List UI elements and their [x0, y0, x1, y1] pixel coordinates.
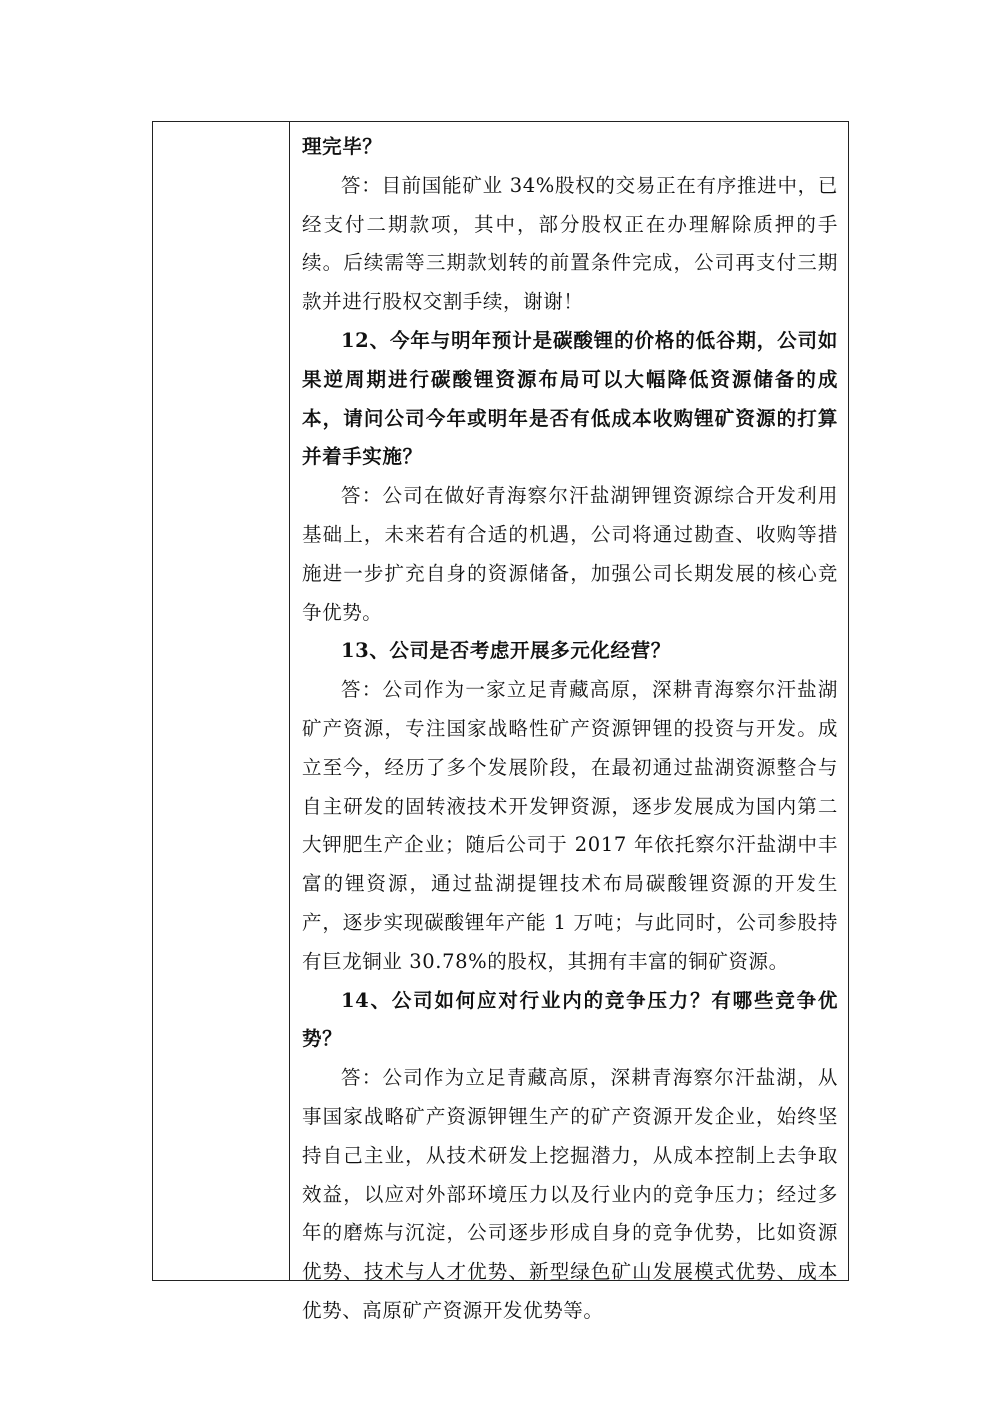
question-14: 14、公司如何应对行业内的竞争压力？有哪些竞争优势？	[302, 988, 838, 1051]
answer-14: 答：公司作为立足青藏高原，深耕青海察尔汗盐湖，从事国家战略矿产资源钾锂生产的矿产资源开发企业，始终坚持自己主业，从技术研发上挖掘潜力，从成本控制上去争取效益，以应对外部环境压力以及行业内的竞争压力；经过多年的磨炼与沉淀，公司逐步形成自身的竞争优势，比如资源优势、技术与人才优势、新型绿色矿山发展模式优势、成本优势、高原矿产资源开发优势等。	[302, 1066, 838, 1322]
question-13: 13、公司是否考虑开展多元化经营？	[341, 639, 671, 663]
answer-11: 答：目前国能矿业 34%股权的交易正在有序推进中，已经支付二期款项，其中，部分股权正在办理解除质押的手续。后续需等三期款划转的前置条件完成，公司再支付三期款并进行股权交割手续，谢谢！	[302, 173, 838, 314]
question-continuation: 理完毕？	[302, 135, 383, 158]
answer-13: 答：公司作为一家立足青藏高原，深耕青海察尔汗盐湖矿产资源，专注国家战略性矿产资源钾锂的投资与开发。成立至今，经历了多个发展阶段，在最初通过盐湖资源整合与自主研发的固转液技术开发钾资源，逐步发展成为国内第二大钾肥生产企业；随后公司于 2017 年依托察尔汗盐湖中丰富的锂资源，通过盐湖提锂技术布局碳酸锂资源的开发生产，逐步实现碳酸锂年产能 1 万吨；与此同时，公司参股持有巨龙铜业 30.78%的股权，其拥有丰富的铜矿资源。	[302, 678, 838, 973]
table-content-column	[290, 122, 848, 1322]
question-12: 12、今年与明年预计是碳酸锂的价格的低谷期，公司如果逆周期进行碳酸锂资源布局可以大幅降低资源储备的成本，请问公司今年或明年是否有低成本收购锂矿资源的打算并着手实施？	[302, 328, 838, 469]
answer-12: 答：公司在做好青海察尔汗盐湖钾锂资源综合开发利用基础上，未来若有合适的机遇，公司将通过勘查、收购等措施进一步扩充自身的资源储备，加强公司长期发展的核心竞争优势。	[302, 484, 838, 624]
qa-table	[152, 121, 849, 1322]
table-left-column	[153, 122, 290, 1280]
